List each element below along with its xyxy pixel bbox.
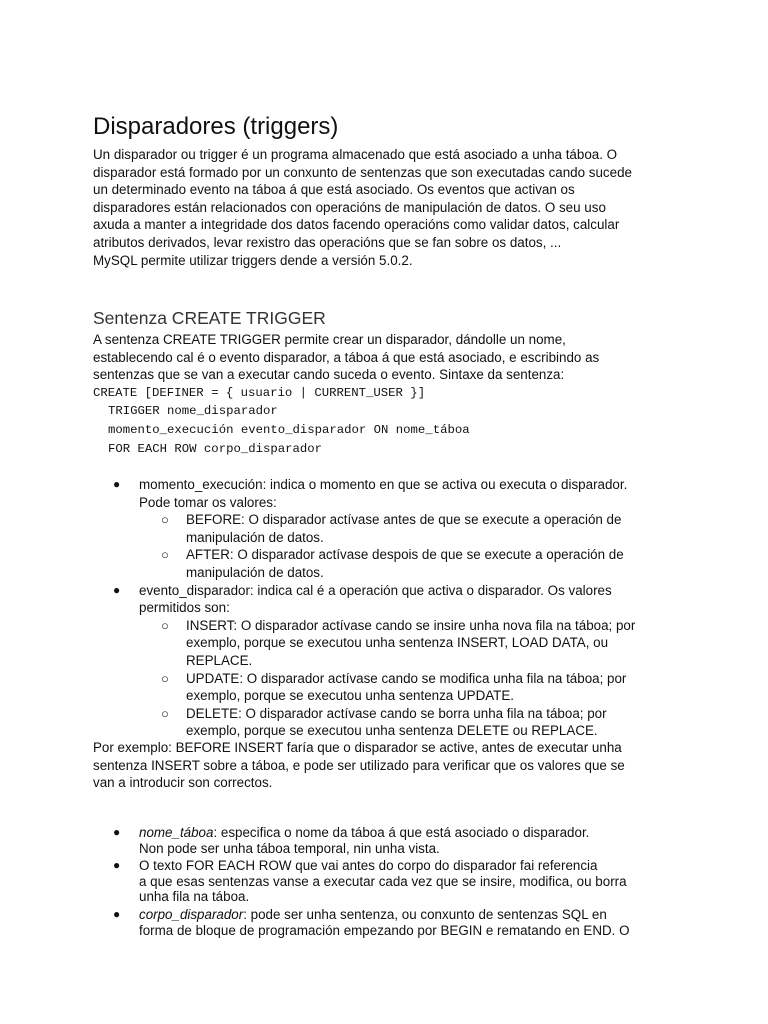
term-description: : especifica o nome da táboa á que está asociado o disparador. [213,825,590,840]
list-item-nome-taboa [93,825,693,856]
example-line: sentenza INSERT sobre a táboa, e pode ser utilizado para verificar que os valores que se [93,757,625,773]
sub-bullet-icon: ○ [161,617,169,633]
list-item-line: momento_execución: indica o momento en que se activa ou executa o disparador. [139,477,628,492]
code-line: FOR EACH ROW corpo_disparador [108,441,323,456]
bullet-icon: ● [113,906,121,921]
sub-bullet-icon: ○ [161,512,169,528]
intro-paragraph [93,146,678,269]
list-item-line [139,825,693,841]
intro-line: Un disparador ou trigger é un programa almacenado que está asociado a unha táboa. O [93,147,618,162]
syntax-code-block [93,384,678,458]
code-line: TRIGGER nome_disparador [108,404,278,419]
intro-line: disparadores están relacionados con operacións de manipulación de datos. O seu uso [93,199,606,215]
list-item-line: forma de bloque de programación empezando por BEGIN e rematando en END. O [139,922,630,938]
list-item-line: permitidos son: [139,600,230,616]
code-line: momento_execución evento_disparador ON nome_táboa [108,422,470,437]
section-line: sentenzas que se van a executar cando suceda o evento. Sintaxe da sentenza: [93,367,565,383]
code-line: CREATE [DEFINER = { usuario | CURRENT_USER }] [93,385,426,400]
list-item-corpo [93,907,693,938]
bullet-icon: ● [113,477,121,491]
list-item-line: a que esas sentenzas vanse a executar cada vez que se insire, modifica, ou borra [139,873,627,889]
sub-item-line: BEFORE: O disparador actívase antes de que se execute a operación de [186,512,622,528]
bullet-icon: ● [113,825,121,839]
list-item-evento [93,582,678,617]
section-body [93,331,678,458]
sub-item-before [93,511,678,546]
list-item-line: Non pode ser unha táboa temporal, nin unha vista. [139,840,440,856]
sub-bullet-icon: ○ [161,670,169,686]
sub-bullet-icon: ○ [161,705,169,721]
term-nome-taboa: nome_táboa [139,825,214,840]
sub-item-insert [93,617,678,670]
sub-item-line: INSERT: O disparador actívase cando se insire unha nova fila na táboa; por [186,617,636,633]
clauses-list [93,825,693,938]
bullet-icon: ● [113,858,121,873]
intro-line: un determinado evento na táboa á que está asociado. Os eventos que activan os [93,182,575,198]
sub-item-line: UPDATE: O disparador actívase cando se modifica unha fila na táboa; por [186,670,627,686]
bullet-icon: ● [113,582,121,597]
page-title: Disparadores (triggers) [93,113,339,140]
sub-item-line: exemplo, porque se executou unha sentenza UPDATE. [186,688,515,704]
section-title: Sentenza CREATE TRIGGER [93,308,326,328]
intro-line: MySQL permite utilizar triggers dende a versión 5.0.2. [93,252,413,268]
section-line: A sentenza CREATE TRIGGER permite crear un disparador, dándolle un nome, [93,332,566,347]
sub-item-line: AFTER: O disparador actívase despois de que se execute a operación de [186,547,624,563]
sub-item-line: manipulación de datos. [186,564,324,580]
sub-item-update [93,670,678,705]
list-item-line: evento_disparador: indica cal é a operación que activa o disparador. Os valores [139,582,612,598]
sub-item-delete [93,705,678,740]
sub-item-line: exemplo, porque se executou unha sentenza INSERT, LOAD DATA, ou [186,635,609,651]
list-item-momento [93,476,678,511]
sub-item-line: exemplo, porque se executou unha sentenza DELETE ou REPLACE. [186,723,598,739]
example-paragraph [93,739,678,792]
list-item-line [139,907,693,923]
intro-line: disparador está formado por un conxunto de sentenzas que son executadas cando sucede [93,164,632,180]
intro-line: atributos derivados, levar rexistro das operacións que se fan sobre os datos, ... [93,234,562,250]
parameters-list [93,476,678,740]
term-description: : pode ser unha sentenza, ou conxunto de sentenzas SQL en [243,906,607,922]
sub-bullet-icon: ○ [161,547,169,563]
sub-item-line: REPLACE. [186,652,253,668]
sub-item-after [93,546,678,581]
list-item-line: O texto FOR EACH ROW que vai antes do corpo do disparador fai referencia [139,858,598,874]
intro-line: axuda a manter a integridade dos datos facendo operacións como validar datos, calcular [93,217,620,233]
sub-item-line: DELETE: O disparador actívase cando se borra unha fila na táboa; por [186,705,607,721]
term-corpo-disparador: corpo_disparador [139,906,244,922]
example-line: Por exemplo: BEFORE INSERT faría que o disparador se active, antes de executar unha [93,740,622,755]
section-line: establecendo cal é o evento disparador, a táboa á que está asociado, e escribindo as [93,349,600,365]
example-line: van a introducir son correctos. [93,775,273,791]
sub-item-line: manipulación de datos. [186,529,324,545]
list-item-for-each-row [93,858,693,905]
list-item-line: unha fila na táboa. [139,889,250,905]
list-item-line: Pode tomar os valores: [139,494,277,510]
